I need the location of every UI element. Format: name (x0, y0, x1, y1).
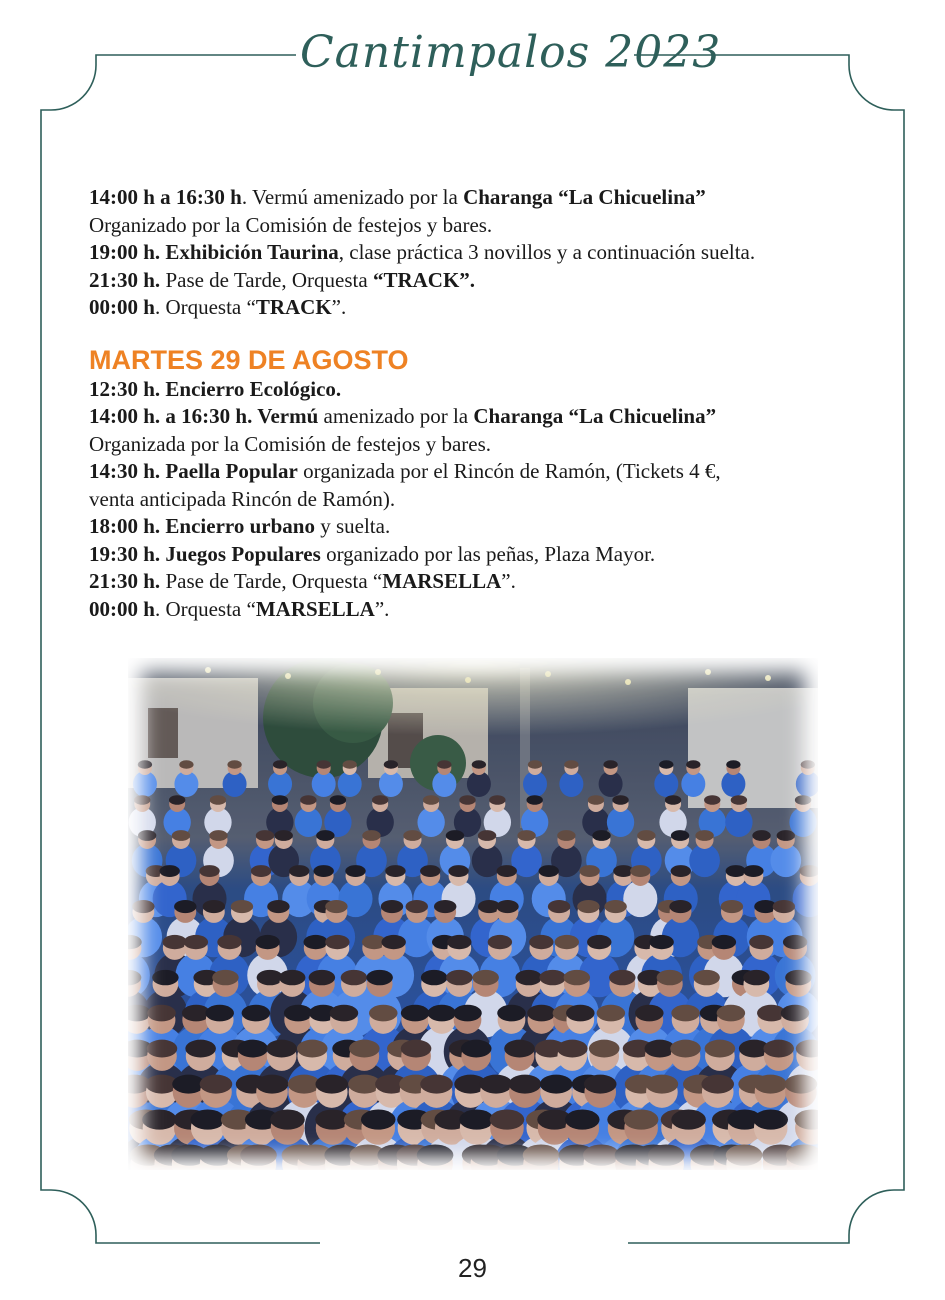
text: Pase de Tarde, Orquesta “ (160, 569, 383, 593)
text: . Orquesta “ (154, 295, 256, 319)
text: Organizado por la Comisión de festejos y bares. (89, 212, 493, 237)
text: . Orquesta “ (154, 596, 256, 621)
bold-text: TRACK (255, 295, 332, 319)
text: ”. (331, 295, 347, 319)
schedule-line (89, 431, 879, 459)
text: Organizada por la Comisión de festejos y bares. (89, 431, 492, 456)
bold-text: Charanga “La Chicuelina” (463, 185, 706, 209)
schedule-line (89, 212, 879, 240)
bold-text: 14:30 h. Paella Popular (89, 459, 298, 483)
schedule-content (89, 184, 879, 623)
text: amenizado por la (318, 404, 474, 428)
bold-text: MARSELLA (382, 569, 502, 593)
text: . Vermú amenizado por la (241, 185, 464, 209)
bold-text: 00:00 h (89, 596, 155, 621)
text: organizada por el Rincón de Ramón, (Tickets 4 €, (297, 459, 721, 483)
schedule-line (89, 403, 879, 431)
bold-text: 21:30 h. (89, 267, 161, 292)
schedule-line (89, 239, 879, 267)
bold-text: 14:00 h. a 16:30 h. Vermú (89, 404, 319, 428)
text: Pase de Tarde, Orquesta (160, 267, 373, 292)
bold-text: 18:00 h. Encierro urbano (89, 514, 315, 538)
schedule-line (89, 458, 879, 486)
schedule-line (89, 486, 879, 514)
crowd-photo (128, 658, 818, 1170)
text: y suelta. (314, 514, 391, 538)
text: ”. (374, 596, 390, 621)
schedule-line (89, 376, 879, 404)
text: organizado por las peñas, Plaza Mayor. (320, 541, 656, 566)
section-heading: MARTES 29 DE AGOSTO (89, 344, 409, 375)
schedule-line (89, 568, 879, 596)
bold-text: MARSELLA (255, 596, 375, 621)
bold-text: Charanga “La Chicuelina” (473, 404, 717, 428)
bold-text: 14:00 h a 16:30 h (89, 185, 242, 209)
schedule-line (89, 184, 879, 212)
bold-text: 19:30 h. Juegos Populares (89, 541, 321, 566)
bold-text: “TRACK”. (372, 267, 476, 292)
text: ”. (501, 569, 516, 593)
schedule-line (89, 513, 879, 541)
schedule-line (89, 267, 879, 295)
header-title: Cantimpalos 2023 (300, 27, 722, 78)
bold-text: 19:00 h. Exhibición Taurina (89, 240, 339, 264)
text: , clase práctica 3 novillos y a continuación suelta. (338, 240, 756, 264)
text: venta anticipada Rincón de Ramón). (89, 486, 396, 511)
bold-text: 00:00 h (89, 295, 155, 319)
schedule-line (89, 294, 879, 322)
schedule-line (89, 541, 879, 569)
page-number: 29 (458, 1253, 487, 1283)
bold-text: 12:30 h. Encierro Ecológico. (89, 376, 342, 401)
bold-text: 21:30 h. (89, 569, 161, 593)
schedule-line (89, 596, 879, 624)
